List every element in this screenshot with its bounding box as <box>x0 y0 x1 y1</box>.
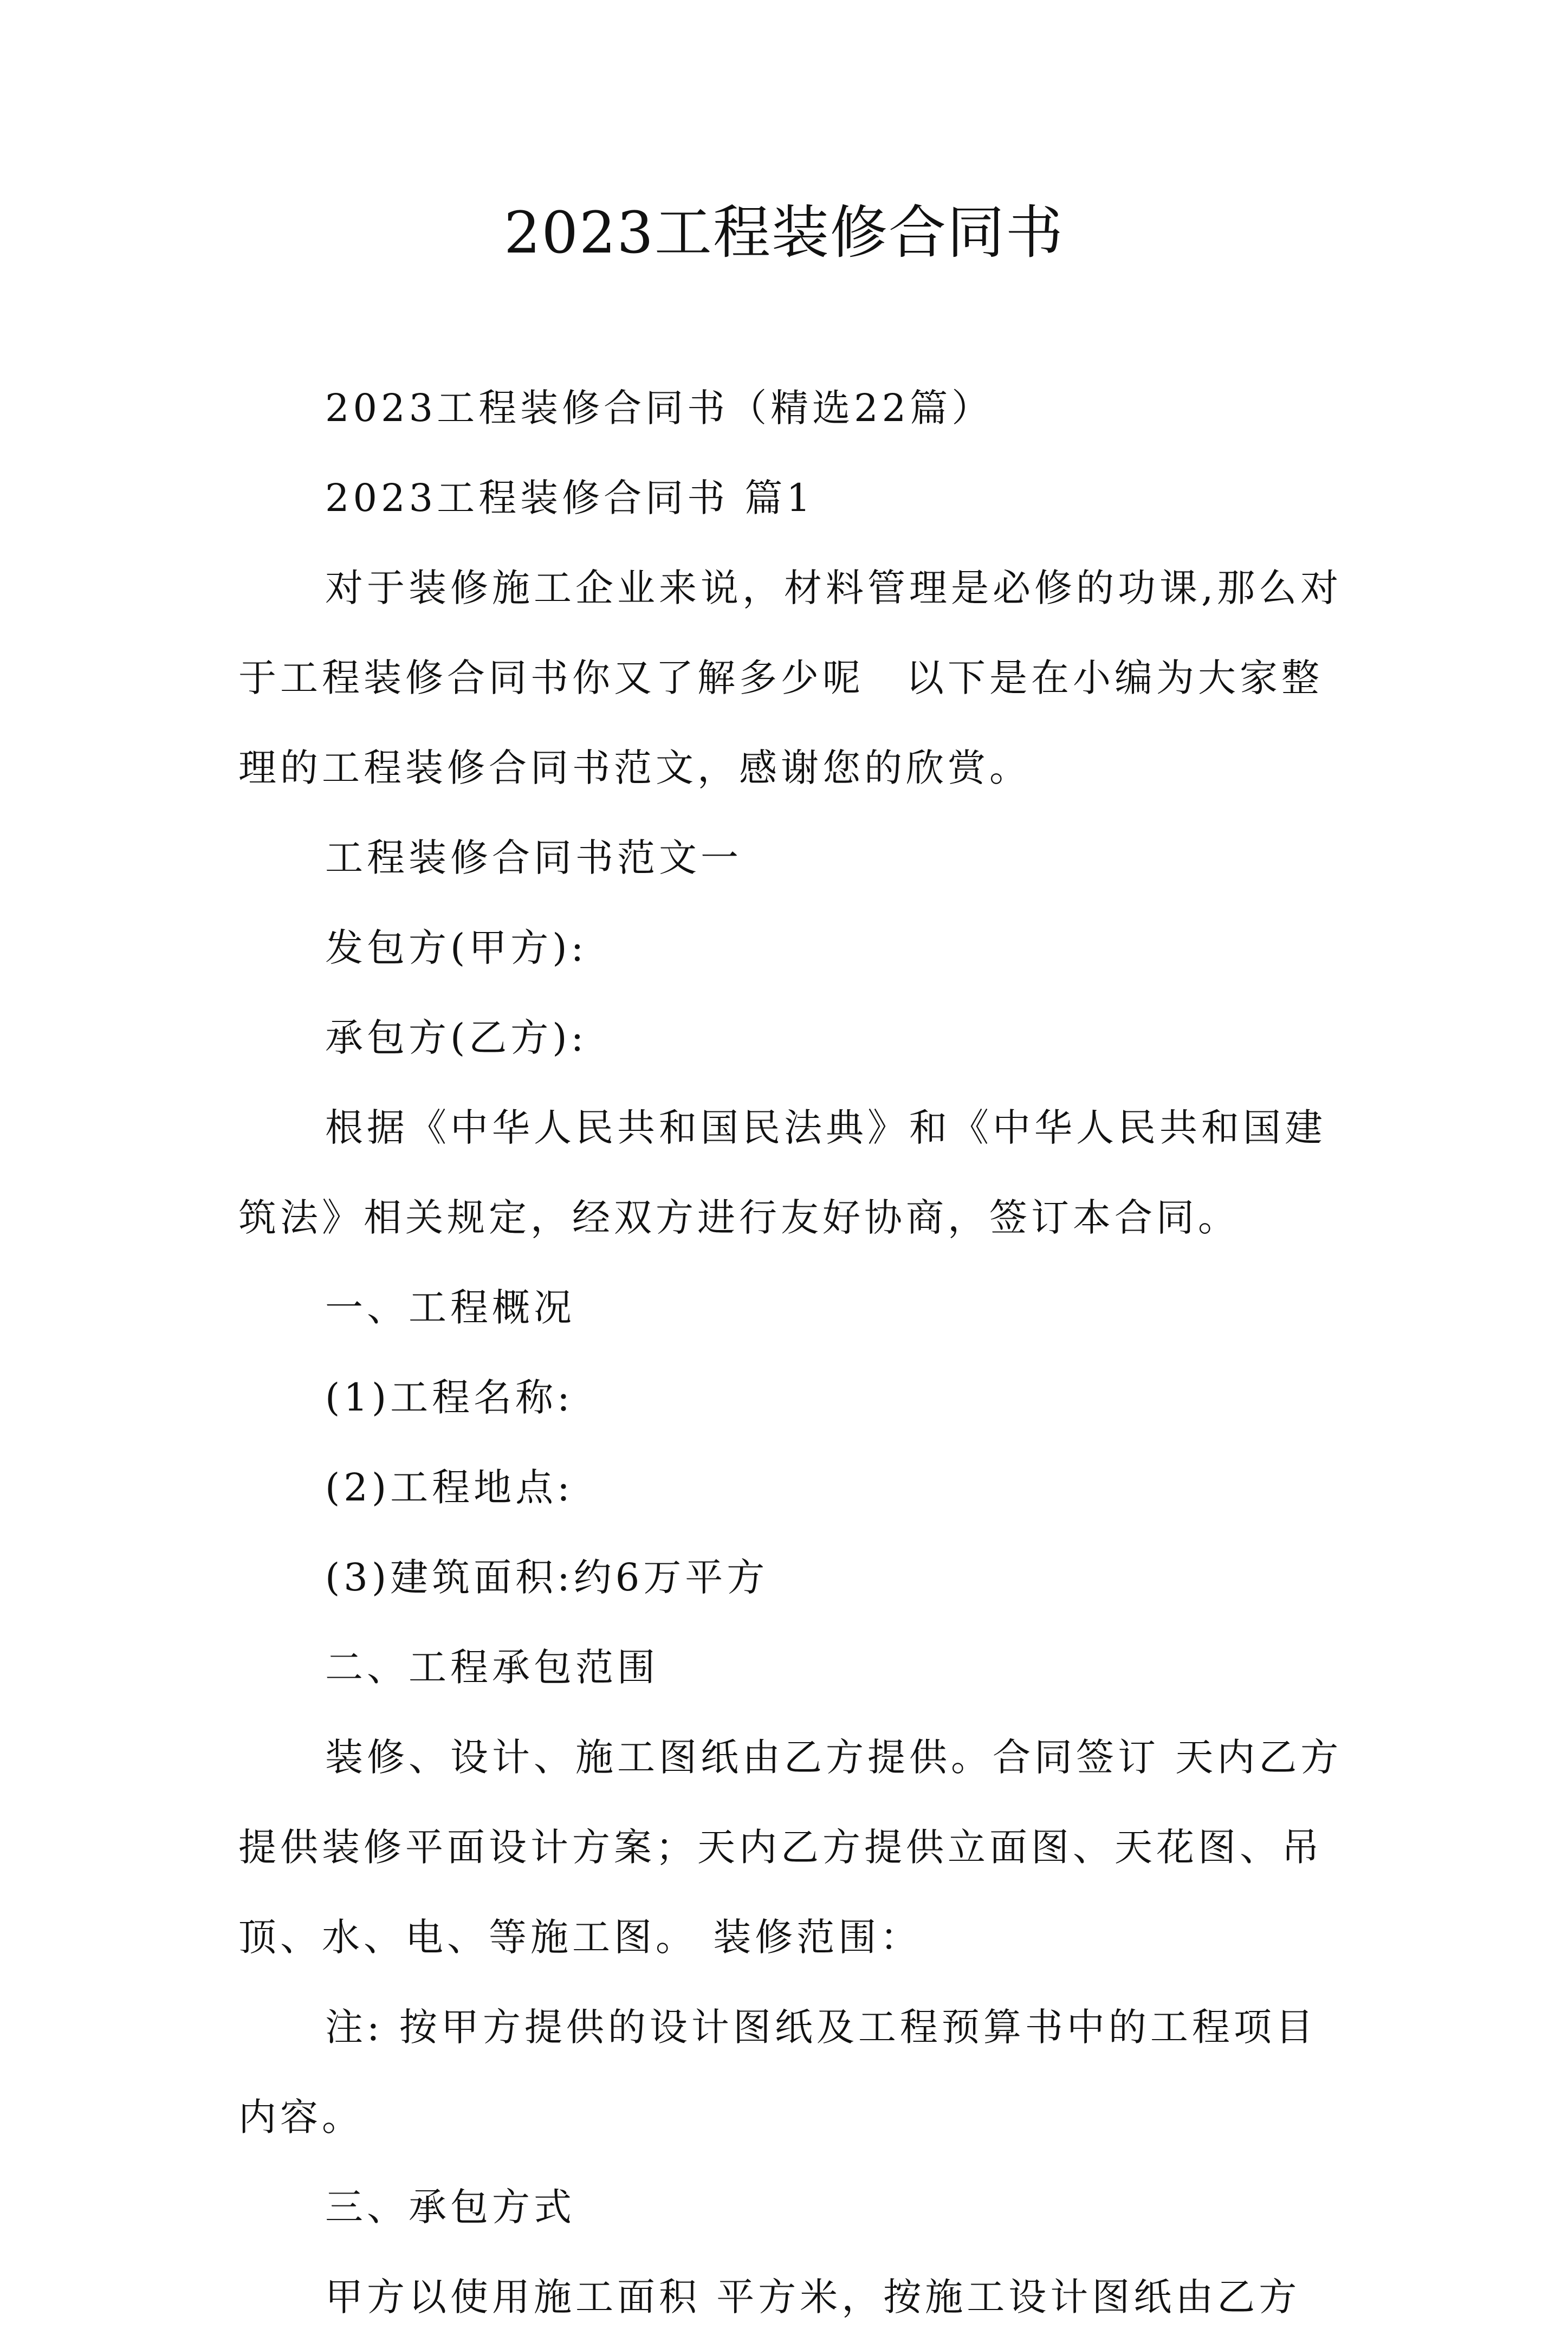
paragraph-project-location: (2)工程地点: <box>325 1465 574 1510</box>
document-title: 2023工程装修合同书 <box>504 199 1064 266</box>
paragraph-building-area: (3)建筑面积:约6万平方 <box>325 1555 769 1600</box>
document-body <box>238 363 1344 2342</box>
paragraph-note: 注: 按甲方提供的设计图纸及工程预算书中的工程项目内容。 <box>238 2005 1317 2139</box>
paragraph-party-a: 发包方(甲方): <box>325 926 588 970</box>
paragraph-heading-method: 三、承包方式 <box>325 2185 575 2229</box>
paragraph-heading-overview: 一、工程概况 <box>325 1285 575 1330</box>
paragraph-sample-title: 工程装修合同书范文一 <box>325 836 742 880</box>
paragraph-party-b: 承包方(乙方): <box>325 1015 588 1060</box>
paragraph-intro: 对于装修施工企业来说，材料管理是必修的功课,那么对于工程装修合同书你又了解多少呢 以下是在小编为大家整理的工程装修合同书范文，感谢您的欣赏。 <box>238 566 1343 790</box>
paragraph-method-detail: 甲方以使用施工面积 平方米，按施工设计图纸由乙方 <box>325 2275 1301 2319</box>
paragraph-legal-basis: 根据《中华人民共和国民法典》和《中华人民共和国建筑法》相关规定，经双方进行友好协商，签订本合同。 <box>238 1105 1326 1240</box>
paragraph-subtitle: 2023工程装修合同书（精选22篇） <box>325 386 994 430</box>
paragraph-section-heading: 2023工程装修合同书 篇1 <box>325 476 814 520</box>
paragraph-heading-scope: 二、工程承包范围 <box>325 1645 659 1690</box>
paragraph-scope-detail: 装修、设计、施工图纸由乙方提供。合同签订 天内乙方提供装修平面设计方案；天内乙方提供立面图、天花图、吊顶、水、电、等施工图。 装修范围： <box>238 1735 1343 1959</box>
paragraph-project-name: (1)工程名称: <box>325 1375 574 1420</box>
